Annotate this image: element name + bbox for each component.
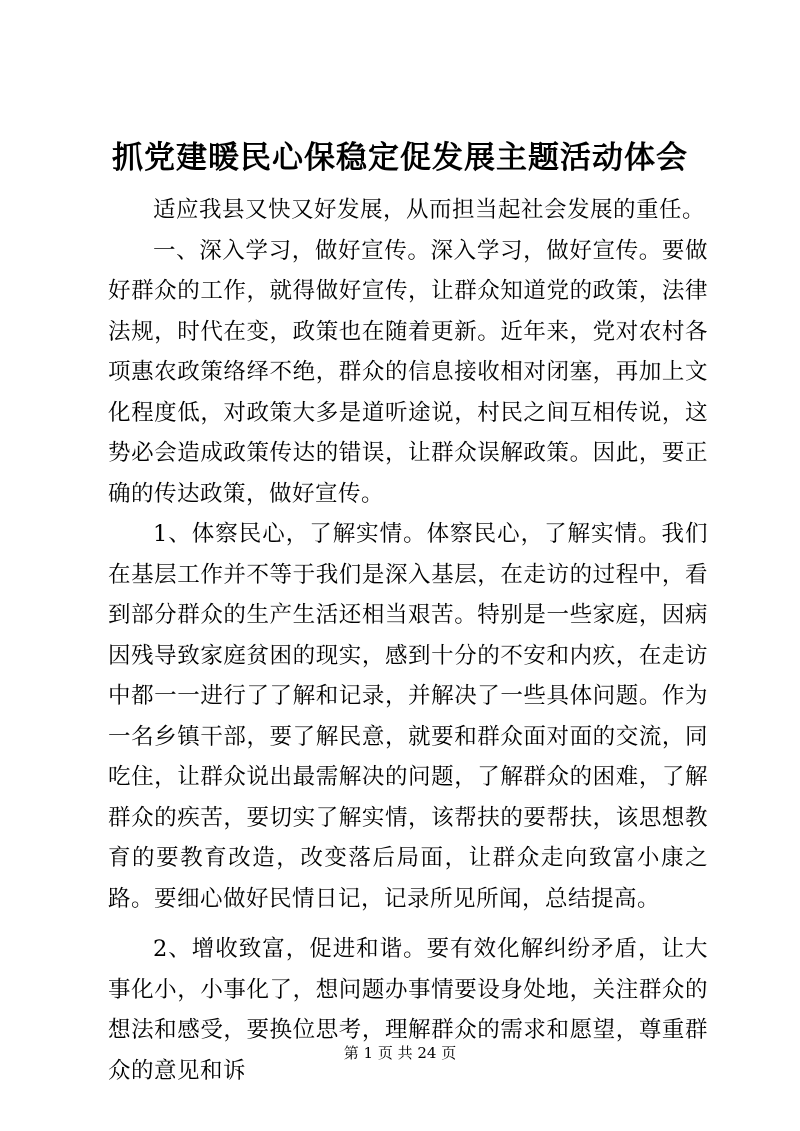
paragraph-section-1: 一、深入学习，做好宣传。深入学习，做好宣传。要做好群众的工作，就得做好宣传，让群众知道党的政策，法律法规，时代在变，政策也在随着更新。近年来，党对农村各项惠农政策络绎不绝，群众的信息接收相对闭塞，再加上文化程度低，对政策大多是道听途说，村民之间互相传说，这势必会造成政策传达的错误，让群众误解政策。因此，要正确的传达政策，做好宣传。	[108, 237, 708, 507]
document-title: 抓党建暖民心保稳定促发展主题活动体会	[112, 140, 688, 176]
paragraph-intro: 适应我县又快又好发展，从而担当起社会发展的重任。	[153, 197, 706, 223]
page-number: 第 1 页 共 24 页	[343, 1044, 457, 1062]
page-footer	[0, 1043, 800, 1063]
paragraph-item-1: 1、体察民心，了解实情。体察民心，了解实情。我们在基层工作并不等于我们是深入基层，在走访的过程中，看到部分群众的生产生活还相当艰苦。特别是一些家庭，因病因残导致家庭贫困的现实，感到十分的不安和内疚，在走访中都一一进行了了解和记录，并解决了一些具体问题。作为一名乡镇干部，要了解民意，就要和群众面对面的交流，同吃住，让群众说出最需解决的问题，了解群众的困难，了解群众的疾苦，要切实了解实情，该帮扶的要帮扶，该思想教育的要教育改造，改变落后局面，让群众走向致富小康之路。要细心做好民情日记，记录所见所闻，总结提高。	[108, 521, 708, 912]
document-body	[108, 190, 708, 1091]
paragraph-item-2: 2、增收致富，促进和谐。要有效化解纠纷矛盾，让大事化小，小事化了，想问题办事情要设身处地，关注群众的想法和感受，要换位思考，理解群众的需求和愿望，尊重群众的意见和诉	[108, 936, 708, 1084]
